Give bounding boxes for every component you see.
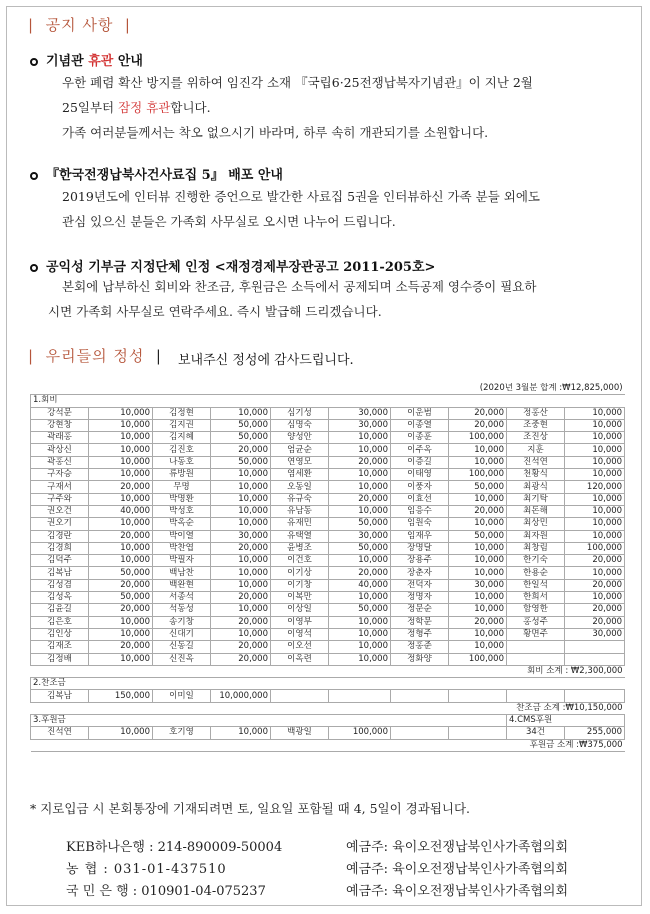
donation-amount: 120,000	[565, 481, 625, 493]
donation-amount: 10,000	[449, 542, 507, 554]
donor-name: 조중현	[507, 419, 565, 431]
donation-amount: 10,000	[449, 628, 507, 640]
donor-name: 이종열	[391, 419, 449, 431]
donor-name: 정학문	[391, 616, 449, 628]
donor-name: 최상민	[507, 518, 565, 530]
donation-amount: 10,000	[329, 444, 391, 456]
table-row	[31, 444, 625, 456]
donation-amount: 10,000	[329, 555, 391, 567]
cms-amount: 255,000	[565, 727, 625, 739]
bank-holder-kb: 예금주: 육이오전쟁납북인사가족협의회	[346, 884, 568, 899]
donation-amount: 10,000	[89, 456, 153, 468]
table-row	[31, 456, 625, 468]
donor-name: 김정배	[31, 653, 89, 665]
donation-amount: 100,000	[449, 653, 507, 665]
donation-amount: 40,000	[89, 505, 153, 517]
donation-amount	[565, 653, 625, 665]
empty-cell	[391, 690, 449, 702]
donation-amount: 50,000	[211, 432, 271, 444]
donor-name: 백남찬	[153, 567, 211, 579]
notice-item-2-heading: 『한국전쟁납북사건사료집 5』 배포 안내	[30, 164, 283, 183]
circle-bullet-icon	[30, 58, 38, 66]
fee-subtotal-row	[31, 665, 625, 677]
donations-section-title: | 우리들의 정성 |	[28, 347, 162, 365]
donation-amount: 20,000	[211, 444, 271, 456]
table-row	[31, 555, 625, 567]
donation-amount: 10,000	[329, 628, 391, 640]
donation-amount: 50,000	[449, 530, 507, 542]
donation-amount: 50,000	[449, 481, 507, 493]
donation-amount: 10,000	[449, 518, 507, 530]
donor-name: 한기숙	[507, 555, 565, 567]
donation-amount: 10,000	[449, 567, 507, 579]
donation-amount: 20,000	[211, 616, 271, 628]
donor-name: 심기성	[271, 407, 329, 419]
donor-name: 곽홍신	[31, 456, 89, 468]
donor-name: 김진호	[153, 444, 211, 456]
donor-name: 유규숙	[271, 493, 329, 505]
donation-amount: 10,000	[89, 628, 153, 640]
donor-name: 신동길	[153, 641, 211, 653]
notice-item-1-line-2: 25일부터 잠정 휴관합니다.	[62, 100, 211, 115]
donation-amount: 10,000	[89, 518, 153, 530]
donor-name: 최창림	[507, 542, 565, 554]
donation-amount: 20,000	[565, 579, 625, 591]
support-section-label: 3.후원금	[31, 715, 507, 727]
notice-item-3-line-2: 시면 가족회 사무실로 연락주세요. 즉시 발급해 드리겠습니다.	[48, 304, 382, 319]
table-row	[31, 628, 625, 640]
donation-amount: 10,000	[565, 444, 625, 456]
donor-name: 전덕자	[391, 579, 449, 591]
bank-account-nh: 농 협 : 031-01-437510	[66, 862, 227, 877]
donor-name: 홍성주	[507, 616, 565, 628]
notice-title-text: 공지 사항	[45, 16, 114, 34]
donation-amount: 20,000	[449, 419, 507, 431]
donation-amount: 10,000	[89, 407, 153, 419]
donor-name: 김정현	[153, 407, 211, 419]
donor-name: 권오기	[31, 518, 89, 530]
notice-item-1-line-1: 우한 폐렴 확산 방지를 위하여 임진각 소재 『국립6·25전쟁납북자기념관』이 지난 2월	[62, 75, 533, 90]
donor-name: 호기영	[153, 727, 211, 739]
donation-amount: 10,000	[329, 641, 391, 653]
empty-cell	[565, 690, 625, 702]
notice-item-2-line-2: 관심 있으신 분들은 가족회 사무실로 오시면 나누어 드립니다.	[62, 214, 396, 229]
donor-name: 한희서	[507, 592, 565, 604]
table-row	[31, 727, 625, 739]
table-row	[31, 530, 625, 542]
donation-amount: 10,000	[329, 592, 391, 604]
donation-amount: 100,000	[449, 432, 507, 444]
donation-amount: 40,000	[329, 579, 391, 591]
donation-amount: 20,000	[89, 604, 153, 616]
table-row	[31, 432, 625, 444]
donation-amount: 10,000	[565, 407, 625, 419]
donation-amount: 10,000	[89, 419, 153, 431]
empty-cell	[449, 690, 507, 702]
donation-amount	[565, 641, 625, 653]
donor-name: 나동호	[153, 456, 211, 468]
bank-holder-keb: 예금주: 육이오전쟁납북인사가족협의회	[346, 840, 568, 855]
donation-amount: 10,000	[565, 493, 625, 505]
donation-amount: 10,000	[449, 592, 507, 604]
donor-name: 김덕주	[31, 555, 89, 567]
donor-name: 이영석	[271, 628, 329, 640]
donor-name: 정명자	[391, 592, 449, 604]
donor-name: 염세환	[271, 469, 329, 481]
table-row	[31, 493, 625, 505]
donor-name: 유재민	[271, 518, 329, 530]
table-row	[31, 690, 625, 702]
donation-amount: 10,000	[329, 616, 391, 628]
donation-amount: 20,000	[211, 592, 271, 604]
donation-amount: 10,000	[449, 493, 507, 505]
donation-amount: 20,000	[449, 616, 507, 628]
donor-name: 김재조	[31, 641, 89, 653]
table-row	[31, 518, 625, 530]
donor-name: 송기창	[153, 616, 211, 628]
donation-amount: 10,000	[449, 604, 507, 616]
donation-amount: 50,000	[211, 419, 271, 431]
donor-name: 함영한	[507, 604, 565, 616]
donation-amount: 20,000	[565, 555, 625, 567]
donor-name: 김인상	[31, 628, 89, 640]
donation-amount: 10,000	[89, 555, 153, 567]
donor-name: 유택열	[271, 530, 329, 542]
donation-amount: 20,000	[329, 567, 391, 579]
fee-subtotal: 회비 소계 : ₩2,300,000	[31, 665, 625, 677]
donor-name: 조진상	[507, 432, 565, 444]
donation-amount: 50,000	[89, 567, 153, 579]
donor-name: 이운범	[391, 407, 449, 419]
donor-name: 권오건	[31, 505, 89, 517]
donor-name: 박필자	[153, 555, 211, 567]
donations-table	[30, 383, 625, 752]
support-subtotal: 후원금 소계 :₩375,000	[31, 739, 625, 751]
table-row	[31, 407, 625, 419]
donor-name: 이옥련	[271, 653, 329, 665]
donor-name: 백완현	[153, 579, 211, 591]
donation-amount: 10,000	[565, 419, 625, 431]
donation-amount: 10,000	[329, 481, 391, 493]
donations-thanks-text: 보내주신 정성에 감사드립니다.	[178, 353, 354, 368]
donation-amount: 100,000	[449, 469, 507, 481]
donation-amount: 100,000	[565, 542, 625, 554]
donation-amount: 10,000	[89, 616, 153, 628]
donor-name: 이종훈	[391, 432, 449, 444]
donor-name: 임재우	[391, 530, 449, 542]
donation-amount: 10,000	[89, 469, 153, 481]
donation-amount: 20,000	[329, 456, 391, 468]
donor-name: 최광식	[507, 481, 565, 493]
donation-amount: 10,000	[89, 653, 153, 665]
donation-amount: 20,000	[449, 505, 507, 517]
donation-amount: 10,000	[89, 444, 153, 456]
closure-highlight: 휴관	[88, 54, 114, 69]
donor-name: 이미일	[153, 690, 211, 702]
donation-amount: 10,000	[211, 493, 271, 505]
donor-name: 이태영	[391, 469, 449, 481]
table-row	[31, 641, 625, 653]
donor-name: 박옥순	[153, 518, 211, 530]
donor-name: 박이열	[153, 530, 211, 542]
donor-name: 김성겸	[31, 579, 89, 591]
donation-amount: 10,000	[211, 567, 271, 579]
donor-name: 무명	[153, 481, 211, 493]
donation-amount: 10,000	[211, 518, 271, 530]
donation-amount: 30,000	[329, 407, 391, 419]
notice-item-3-heading: 공익성 기부금 지정단체 인정 <재정경제부장관공고 2011-205호>	[30, 256, 435, 275]
fee-label-row	[31, 395, 625, 407]
donation-amount: 10,000	[211, 555, 271, 567]
donation-amount: 20,000	[211, 653, 271, 665]
donor-name	[507, 653, 565, 665]
donor-name: 최기탁	[507, 493, 565, 505]
donation-amount: 50,000	[211, 456, 271, 468]
donation-amount: 10,000	[565, 432, 625, 444]
donor-name: 김복남	[31, 567, 89, 579]
donor-name: 이오선	[271, 641, 329, 653]
donation-amount: 10,000	[565, 518, 625, 530]
fee-section-label: 1.회비	[31, 395, 625, 407]
donor-name: 김은호	[31, 616, 89, 628]
donation-amount: 20,000	[565, 616, 625, 628]
donation-amount: 10,000	[329, 653, 391, 665]
donor-name: 장춘자	[391, 567, 449, 579]
donor-name: 석동성	[153, 604, 211, 616]
notice-item-3-line-1: 본회에 납부하신 회비와 찬조금, 후원금은 소득에서 공제되며 소득공제 영수증이 필요하	[62, 279, 537, 294]
donor-name: 장용주	[391, 555, 449, 567]
donation-amount: 10,000	[211, 407, 271, 419]
donor-name: 유남동	[271, 505, 329, 517]
notice-item-1-body	[62, 70, 622, 145]
donation-amount: 10,000	[211, 727, 271, 739]
donor-name: 박성호	[153, 505, 211, 517]
donation-amount: 10,000	[329, 469, 391, 481]
donation-amount: 10,000	[211, 481, 271, 493]
bank-account-kb: 국 민 은 행 : 010901-04-075237	[66, 884, 266, 899]
donor-name: 강석문	[31, 407, 89, 419]
donation-amount: 30,000	[211, 530, 271, 542]
donor-name: 구주와	[31, 493, 89, 505]
donation-amount: 10,000	[211, 505, 271, 517]
donation-amount: 50,000	[329, 518, 391, 530]
donor-name: 이영부	[271, 616, 329, 628]
table-row	[31, 592, 625, 604]
empty-cell	[449, 727, 507, 739]
donation-amount: 50,000	[329, 604, 391, 616]
donor-name: 김경희	[31, 542, 89, 554]
donor-name: 이주옥	[391, 444, 449, 456]
sponsor-subtotal-row	[31, 702, 625, 714]
donation-amount: 10,000	[449, 641, 507, 653]
table-row	[31, 419, 625, 431]
table-row	[31, 567, 625, 579]
donor-name: 신대기	[153, 628, 211, 640]
donation-amount: 10,000	[211, 628, 271, 640]
notice-item-1-heading: 기념관 휴관 안내	[30, 50, 143, 69]
sponsor-label-row	[31, 678, 625, 690]
donation-amount: 20,000	[89, 641, 153, 653]
donor-name: 이건호	[271, 555, 329, 567]
donation-amount: 150,000	[89, 690, 153, 702]
table-row	[31, 579, 625, 591]
donor-name: 황면주	[507, 628, 565, 640]
empty-cell	[391, 727, 449, 739]
notice-section-title: | 공지 사항 |	[28, 16, 131, 34]
donation-amount: 10,000	[565, 505, 625, 517]
monthly-total-note: (2020년 3월분 합계 :₩12,825,000)	[479, 383, 623, 394]
donor-name: 최돈해	[507, 505, 565, 517]
donation-amount: 100,000	[329, 727, 391, 739]
donation-amount: 10,000	[211, 604, 271, 616]
donor-name: 곽래홍	[31, 432, 89, 444]
donor-name: 한용순	[507, 567, 565, 579]
donation-amount: 10,000	[565, 456, 625, 468]
donor-name: 연영모	[271, 456, 329, 468]
bank-holder-nh: 예금주: 육이오전쟁납북인사가족협의회	[346, 862, 568, 877]
donor-name: 김경란	[31, 530, 89, 542]
donor-name: 양성안	[271, 432, 329, 444]
table-row	[31, 616, 625, 628]
donation-amount: 10,000	[211, 469, 271, 481]
donor-name: 정홍준	[391, 641, 449, 653]
donation-amount: 10,000	[89, 542, 153, 554]
donation-amount: 20,000	[565, 604, 625, 616]
table-row	[31, 542, 625, 554]
donor-name: 이기상	[271, 567, 329, 579]
donor-name: 서종석	[153, 592, 211, 604]
donation-amount: 10,000	[565, 567, 625, 579]
donor-name: 오동일	[271, 481, 329, 493]
donation-amount: 20,000	[329, 493, 391, 505]
giro-footnote: * 지로입금 시 본회통장에 기재되려면 토, 일요일 포함될 때 4, 5일이 경과됩니다.	[30, 801, 471, 816]
donation-amount: 20,000	[89, 481, 153, 493]
donor-name: 정문순	[391, 604, 449, 616]
donor-name: 장명달	[391, 542, 449, 554]
donor-name: 심명숙	[271, 419, 329, 431]
donation-amount: 10,000	[329, 505, 391, 517]
donor-name: 김성옥	[31, 592, 89, 604]
donation-amount: 10,000	[449, 444, 507, 456]
donation-amount: 30,000	[449, 579, 507, 591]
donation-amount: 50,000	[329, 542, 391, 554]
donation-amount: 30,000	[565, 628, 625, 640]
donor-name: 박명환	[153, 493, 211, 505]
donor-name: 윤병조	[271, 542, 329, 554]
bank-account-keb: KEB하나은행 : 214-890009-50004	[66, 840, 283, 855]
sponsor-subtotal: 찬조금 소계 :₩10,150,000	[31, 702, 625, 714]
donor-name: 정홍산	[507, 407, 565, 419]
donor-name	[507, 641, 565, 653]
donor-name: 백광일	[271, 727, 329, 739]
donation-amount: 10,000	[565, 592, 625, 604]
donation-amount: 30,000	[329, 530, 391, 542]
table-row	[31, 481, 625, 493]
donor-name: 한일석	[507, 579, 565, 591]
table-row	[31, 505, 625, 517]
donor-name: 류방원	[153, 469, 211, 481]
donor-name: 최자원	[507, 530, 565, 542]
donation-amount: 10,000	[329, 432, 391, 444]
table-header-row	[31, 383, 625, 395]
support-label-row	[31, 715, 625, 727]
circle-bullet-icon	[30, 264, 38, 272]
empty-cell	[507, 690, 565, 702]
donation-amount: 10,000	[89, 493, 153, 505]
cms-count: 34건	[507, 727, 565, 739]
donor-name: 구재서	[31, 481, 89, 493]
donation-amount: 50,000	[89, 592, 153, 604]
donation-amount: 10,000	[449, 555, 507, 567]
donor-name: 곽상신	[31, 444, 89, 456]
table-row	[31, 604, 625, 616]
donor-name: 엄균순	[271, 444, 329, 456]
donation-amount: 10,000,000	[211, 690, 271, 702]
donor-name: 김복남	[31, 690, 89, 702]
table-row	[31, 469, 625, 481]
donation-amount: 10,000	[449, 456, 507, 468]
donor-name: 천황식	[507, 469, 565, 481]
donation-amount: 10,000	[89, 432, 153, 444]
cms-section-label: 4.CMS후원	[507, 715, 625, 727]
donation-amount: 10,000	[565, 469, 625, 481]
empty-cell	[329, 690, 391, 702]
donation-amount: 20,000	[89, 579, 153, 591]
sponsor-section-label: 2.찬조금	[31, 678, 625, 690]
donor-name: 이상일	[271, 604, 329, 616]
empty-cell	[271, 690, 329, 702]
donor-name: 진석연	[31, 727, 89, 739]
donor-name: 임응수	[391, 505, 449, 517]
donor-name: 이증길	[391, 456, 449, 468]
donor-name: 김윤길	[31, 604, 89, 616]
notice-item-2-body	[62, 184, 622, 234]
donation-amount: 30,000	[329, 419, 391, 431]
donor-name: 신진옥	[153, 653, 211, 665]
donor-name: 이효선	[391, 493, 449, 505]
table-row	[31, 653, 625, 665]
donor-name: 지훈	[507, 444, 565, 456]
donor-name: 김지혜	[153, 432, 211, 444]
notice-item-3-body	[48, 274, 608, 324]
support-subtotal-row	[31, 739, 625, 751]
donor-name: 정형주	[391, 628, 449, 640]
donation-amount: 20,000	[449, 407, 507, 419]
donations-title-text: 우리들의 정성	[45, 347, 145, 365]
donation-amount: 10,000	[89, 727, 153, 739]
notice-item-2-line-1: 2019년도에 인터뷰 진행한 증언으로 발간한 사료집 5권을 인터뷰하신 가족 분들 외에도	[62, 189, 540, 204]
donor-name: 이풍자	[391, 481, 449, 493]
donation-amount: 20,000	[211, 641, 271, 653]
notice-item-1-line-3: 가족 여러분들께서는 착오 없으시기 바라며, 하루 속히 개관되기를 소원합니다.	[62, 125, 489, 140]
donation-amount: 20,000	[211, 542, 271, 554]
donor-name: 진석연	[507, 456, 565, 468]
donor-name: 김지권	[153, 419, 211, 431]
donor-name: 이복만	[271, 592, 329, 604]
donation-amount: 10,000	[565, 530, 625, 542]
donation-amount: 20,000	[89, 530, 153, 542]
donor-name: 박찬엽	[153, 542, 211, 554]
donor-name: 임원숙	[391, 518, 449, 530]
donation-amount: 10,000	[211, 579, 271, 591]
donor-name: 강현창	[31, 419, 89, 431]
donor-name: 이기창	[271, 579, 329, 591]
donor-name: 정화양	[391, 653, 449, 665]
circle-bullet-icon	[30, 172, 38, 180]
donor-name: 구자승	[31, 469, 89, 481]
